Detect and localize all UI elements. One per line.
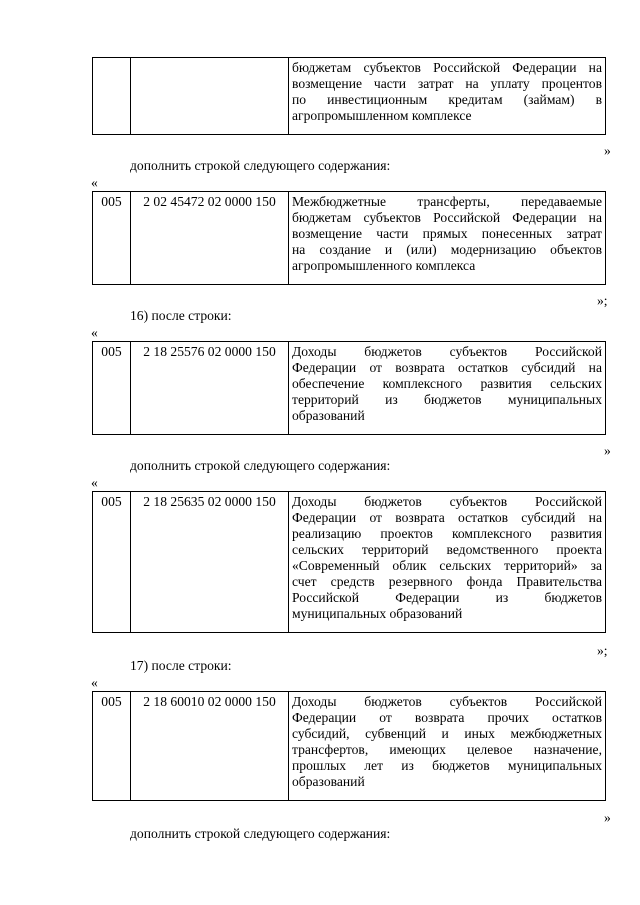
table-row (93, 192, 606, 285)
description-line: Российской Федерации из бюджетов (292, 590, 602, 605)
description-cell (289, 58, 606, 135)
kbk-code-cell (131, 58, 289, 135)
description-line: реализацию проектов комплексного развития (292, 526, 602, 541)
table-row (93, 492, 606, 633)
description-line: Федерации от возврата прочих остатков (292, 710, 602, 725)
description-line: Федерации от возврата остатков субсидий на (292, 360, 602, 375)
opening-quote: « (91, 675, 98, 690)
opening-quote: « (91, 175, 98, 190)
kbk-code-cell: 2 02 45472 02 0000 150 (131, 192, 289, 285)
admin-code-cell: 005 (93, 342, 131, 435)
description-line: образований (292, 408, 365, 423)
description-line: Доходы бюджетов субъектов Российской (292, 694, 602, 709)
closing-quote: » (604, 443, 611, 458)
description-line: образований (292, 774, 365, 789)
table-block-1 (92, 191, 606, 285)
closing-quote: » (604, 810, 611, 825)
description-cell (289, 692, 606, 801)
description-line: возмещение части затрат на уплату процентов (292, 76, 602, 91)
paragraph: 17) после строки: (130, 658, 232, 673)
description-line: счет средств резервного фонда Правительства (292, 574, 602, 589)
description-line: бюджетам субъектов Российской Федерации на (292, 60, 602, 75)
admin-code-cell (93, 58, 131, 135)
description-line: трансфертов, имеющих целевое назначение, (292, 742, 602, 757)
description-line: территорий из бюджетов муниципальных (292, 392, 602, 407)
opening-quote: « (91, 475, 98, 490)
description-line: возмещение части прямых понесенных затрат (292, 226, 602, 241)
table-block-0 (92, 57, 606, 135)
paragraph: 16) после строки: (130, 308, 232, 323)
description-line: муниципальных образований (292, 606, 463, 621)
description-cell (289, 192, 606, 285)
description-cell (289, 342, 606, 435)
admin-code-cell: 005 (93, 692, 131, 801)
admin-code-cell: 005 (93, 192, 131, 285)
description-line: Доходы бюджетов субъектов Российской (292, 494, 602, 509)
table-row (93, 692, 606, 801)
description-line: агропромышленном комплексе (292, 108, 472, 123)
closing-quote: » (604, 143, 611, 158)
paragraph: дополнить строкой следующего содержания: (130, 158, 391, 173)
paragraph: дополнить строкой следующего содержания: (130, 458, 391, 473)
description-line: субсидий, субвенций и иных межбюджетных (292, 726, 602, 741)
table-block-4 (92, 691, 606, 801)
description-line: прошлых лет из бюджетов муниципальных (292, 758, 602, 773)
description-line: бюджетам субъектов Российской Федерации на (292, 210, 602, 225)
description-line: агропромышленного комплекса (292, 258, 476, 273)
table-row (93, 58, 606, 135)
kbk-code-cell: 2 18 25635 02 0000 150 (131, 492, 289, 633)
description-line: Доходы бюджетов субъектов Российской (292, 344, 602, 359)
closing-quote: »; (597, 643, 608, 658)
description-line: по инвестиционным кредитам (займам) в (292, 92, 602, 107)
kbk-code-cell: 2 18 60010 02 0000 150 (131, 692, 289, 801)
description-line: сельских территорий ведомственного проекта (292, 542, 602, 557)
description-cell (289, 492, 606, 633)
description-line: «Современный облик сельских территорий» за (292, 558, 602, 573)
description-line: Федерации от возврата остатков субсидий на (292, 510, 602, 525)
table-block-2 (92, 341, 606, 435)
description-line: Межбюджетные трансферты, передаваемые (292, 194, 602, 209)
table-block-3 (92, 491, 606, 633)
admin-code-cell: 005 (93, 492, 131, 633)
closing-quote: »; (597, 293, 608, 308)
paragraph: дополнить строкой следующего содержания: (130, 826, 391, 841)
description-line: обеспечение комплексного развития сельских (292, 376, 602, 391)
opening-quote: « (91, 325, 98, 340)
kbk-code-cell: 2 18 25576 02 0000 150 (131, 342, 289, 435)
description-line: на создание и (или) модернизацию объектов (292, 242, 602, 257)
table-row (93, 342, 606, 435)
